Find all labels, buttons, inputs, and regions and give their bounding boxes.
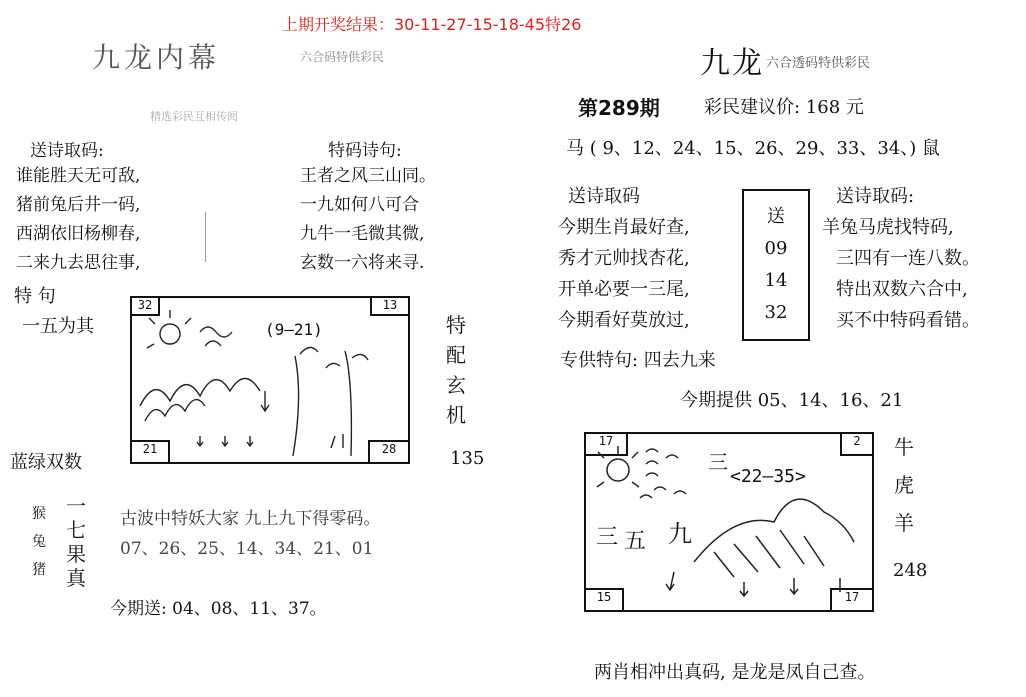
right-subtitle: 六合透码特供彩民 (766, 56, 871, 71)
box-item: 32 (764, 302, 788, 323)
pic-char: 九 (668, 520, 692, 548)
poem-line: 谁能胜天无可敌, (16, 166, 141, 186)
right-poem-block (558, 212, 690, 336)
poem-line: 九牛一毛微其微, (300, 224, 425, 244)
box-item: 14 (764, 270, 788, 291)
issue-number: 第289期 (578, 96, 660, 120)
corner-number: 21 (130, 440, 170, 464)
side-char: 牛 (894, 435, 914, 459)
poem-line: 玄数一六将来寻. (300, 253, 425, 273)
horse-line: 马 ( 9、12、24、15、26、29、33、34、) 鼠 (566, 138, 940, 159)
left-send-line: 今期送: 04、08、11、37。 (110, 599, 327, 619)
fruit-char: 七 (66, 518, 86, 542)
zodiac-char: 兔 (32, 534, 46, 550)
left-numbers-line: 07、26、25、14、34、21、01 (120, 539, 374, 559)
right-side-chars (894, 428, 914, 542)
provide-line: 今期提供 05、14、16、21 (680, 390, 904, 411)
poem-line: 买不中特码看错。 (836, 310, 980, 331)
poem-line: 三四有一连八数。 (836, 248, 980, 269)
left-side-number: 135 (450, 448, 485, 469)
right-pic-text: <22—35> (730, 466, 806, 487)
right-poem-right-block (822, 212, 980, 336)
left-title: 九龙内幕 (92, 41, 221, 74)
poem-line: 二来九去思往事, (16, 253, 141, 273)
corner-number: 13 (370, 296, 410, 316)
left-fruit-column (66, 494, 86, 590)
box-item: 09 (764, 238, 788, 259)
te-ju-value: 一五为其 (22, 316, 94, 337)
divider (205, 212, 206, 262)
side-char: 虎 (894, 473, 914, 497)
side-char: 羊 (894, 511, 914, 535)
poem-line: 开单必要一三尾, (558, 279, 690, 300)
left-poem-title: 送诗取码: (30, 141, 104, 161)
right-poem-title: 送诗取码 (568, 186, 640, 207)
right-poem-right-title: 送诗取码: (836, 186, 915, 207)
corner-number: 32 (130, 296, 160, 316)
box-item: 送 (767, 206, 785, 227)
fruit-char: 真 (66, 566, 86, 590)
right-title: 九龙 (700, 46, 764, 81)
poem-line: 今期生肖最好查, (558, 217, 690, 238)
poem-line: 特出双数六合中, (836, 279, 968, 300)
left-sketch (130, 296, 406, 460)
poem-line: 一九如何八可合 (300, 195, 419, 215)
side-char: 机 (446, 403, 466, 427)
corner-number: 2 (840, 432, 874, 456)
blue-green-label: 蓝绿双数 (10, 452, 82, 473)
poem-line: 西湖依旧杨柳春, (16, 224, 141, 244)
left-faint-line: 精选彩民互相传阅 (150, 110, 238, 123)
side-char: 配 (446, 343, 466, 367)
te-ju-label: 特 句 (14, 286, 56, 307)
left-poem-right-title: 特码诗句: (328, 141, 402, 161)
fruit-char: 一 (66, 494, 86, 518)
left-subtitle: 六合码特供彩民 (300, 50, 385, 64)
corner-number: 28 (368, 440, 410, 464)
zodiac-char: 猴 (32, 506, 46, 522)
poem-line: 秀才元帅找杏花, (558, 248, 690, 269)
send-numbers-box (742, 189, 810, 341)
fruit-char: 果 (66, 542, 86, 566)
price-line: 彩民建议价: 168 元 (704, 97, 864, 118)
left-side-chars (446, 310, 466, 430)
poem-line: 今期看好莫放过, (558, 310, 690, 331)
last-result-banner: 上期开奖结果：30-11-27-15-18-45特26 (282, 15, 582, 34)
pic-char: 五 (624, 529, 647, 554)
side-char: 玄 (446, 373, 466, 397)
left-poem-right-block (300, 162, 436, 278)
right-sketch (584, 432, 870, 608)
left-wave-line: 古波中特妖大家 九上九下得零码。 (120, 509, 381, 529)
corner-number: 15 (584, 588, 624, 612)
poem-line: 王者之风三山同。 (300, 166, 436, 186)
special-line: 专供特句: 四去九来 (560, 350, 716, 371)
zodiac-char: 猪 (32, 562, 46, 578)
poem-line: 羊兔马虎找特码, (822, 217, 954, 238)
pic-char: 三 (596, 525, 619, 550)
left-pic-text: (9—21) (265, 320, 323, 339)
footer-line: 两肖相冲出真码, 是龙是凤自己查。 (594, 662, 876, 683)
left-zodiac-small (32, 500, 46, 584)
pic-char: 三 (708, 450, 728, 474)
right-side-number: 248 (893, 560, 928, 581)
corner-number: 17 (830, 588, 874, 612)
side-char: 特 (446, 313, 466, 337)
left-poem-block (16, 162, 140, 278)
corner-number: 17 (584, 432, 628, 456)
poem-line: 猪前兔后井一码, (16, 195, 141, 215)
